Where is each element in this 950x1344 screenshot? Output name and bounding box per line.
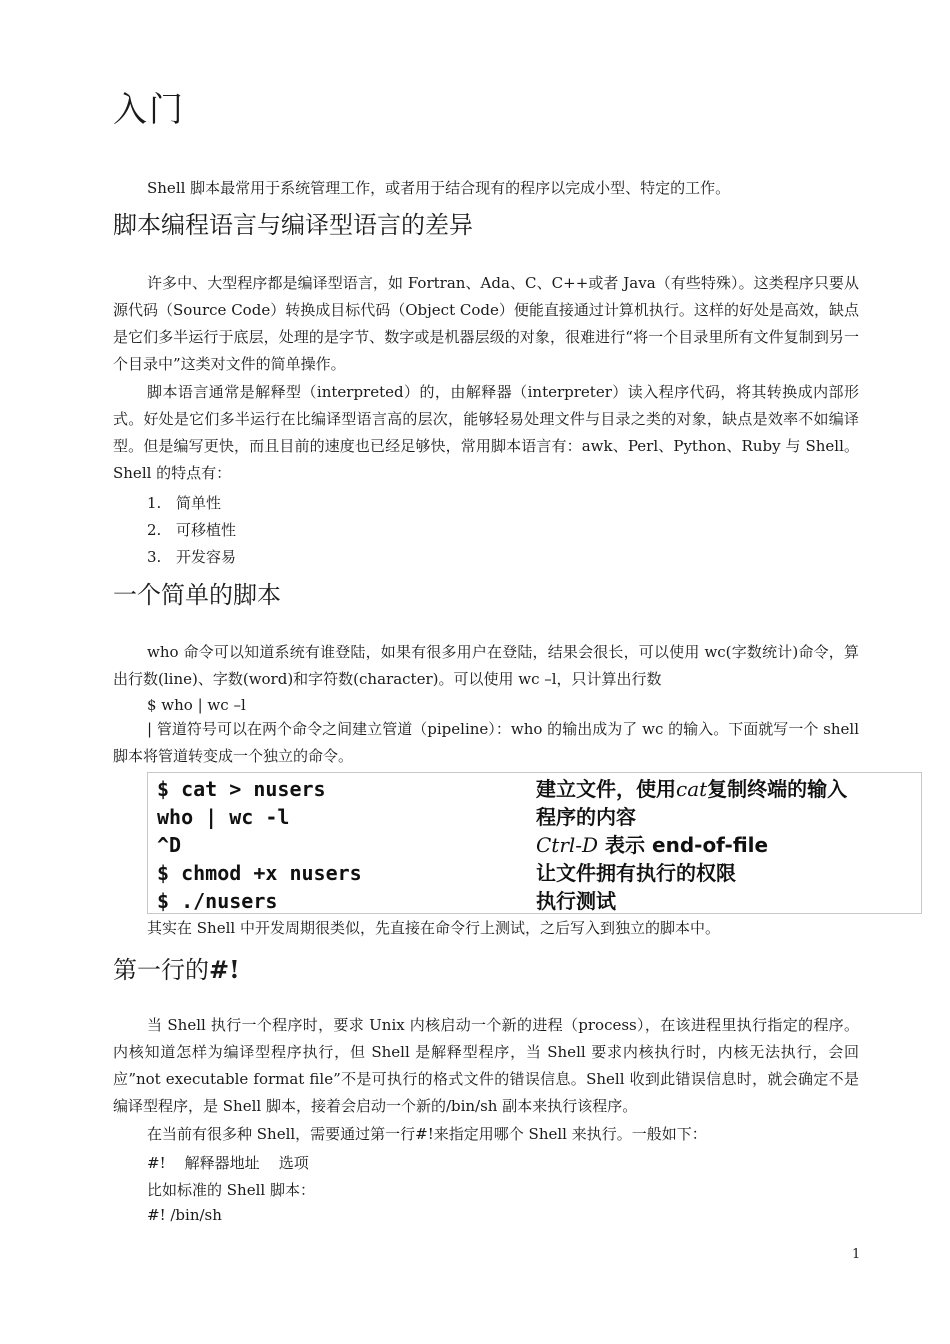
shebang-syntax-line: #! 解释器地址 选项 [147,1154,309,1172]
code-row [148,803,923,831]
paragraph-standard-script: 比如标准的 Shell 脚本： [147,1181,315,1199]
code-command: who | wc -l [157,805,290,829]
code-row [148,887,923,915]
list-item [147,492,221,513]
paragraph-script-languages: 脚本语言通常是解释型（interpreted）的，由解释器（interpreter）读入程序代码，将其转换成内部形式。好处是它们多半运行在比编译型语言高的层次，能够轻易处理文件与目录之类的对象，缺点是效率不如编译型。但是编写更快，而且目前的速度也已经足够快，常用脚本语言有：awk、Perl、Python、Ruby 与 Shell。Shell 的特点有： [113,383,859,482]
code-description: 程序的内容 [536,805,636,829]
paragraph-pipeline: | 管道符号可以在两个命令之间建立管道（pipeline）：who 的输出成为了 wc 的输入。下面就写一个 shell 脚本将管道转变成一个独立的命令。 [113,720,859,765]
heading-shebang: 第一行的#! [113,955,240,984]
code-command: $ chmod +x nusers [157,861,362,885]
heading-simple-script: 一个简单的脚本 [113,581,281,609]
intro-paragraph: Shell 脚本最常用于系统管理工作，或者用于结合现有的程序以完成小型、特定的工作。 [147,179,731,197]
paragraph-multiple-shells: 在当前有很多种 Shell，需要通过第一行#!来指定用哪个 Shell 来执行。一般如下： [147,1125,707,1143]
list-item-number: 3. [147,548,162,566]
code-description: 执行测试 [536,889,616,913]
paragraph-kernel-execution: 当 Shell 执行一个程序时，要求 Unix 内核启动一个新的进程（process），在该进程里执行指定的程序。内核知道怎样为编译型程序执行，但 Shell 是解释型程序，当 Shell 要求内核执行时，内核无法执行，会回应”not executable format file”不是可执行的格式文件的错误信息。Shell 收到此错误信息时，就会确定不是编译型程序，是 Shell 脚本，接着会启动一个新的/bin/sh 副本来执行该程序。 [113,1016,859,1115]
code-command: $ cat > nusers [157,777,326,801]
list-item-number: 1. [147,494,162,512]
list-item-text: 开发容易 [176,548,237,566]
code-description: 让文件拥有执行的权限 [536,861,736,885]
list-item-text: 可移植性 [176,521,237,539]
code-description: Ctrl-D 表示 end-of-file [536,833,769,857]
paragraph-compiled-languages: 许多中、大型程序都是编译型语言，如 Fortran、Ada、C、C++或者 Java（有些特殊）。这类程序只要从源代码（Source Code）转换成目标代码（Object Code）便能直接通过计算机执行。这样的好处是高效，缺点是它们多半运行于底层，处理的是字节、数字或是机器层级的对象，很难进行“将一个目录里所有文件复制到另一个目录中”这类对文件的简单操作。 [113,274,859,373]
shebang-example-line: #! /bin/sh [147,1206,222,1224]
list-item [147,546,236,567]
code-row [148,775,923,803]
code-command: $ ./nusers [157,889,278,913]
heading-language-difference: 脚本编程语言与编译型语言的差异 [113,211,473,239]
heading-intro: 入门 [113,90,185,130]
list-item-text: 简单性 [176,494,222,512]
paragraph-who-command: who 命令可以知道系统有谁登陆，如果有很多用户在登陆，结果会很长，可以使用 wc(字数统计)命令，算出行数(line)、字数(word)和字符数(character)。可以使用 wc –l，只计算出行数 [113,643,859,688]
code-description: 建立文件，使用cat复制终端的输入 [536,777,848,801]
page-number: 1 [852,1247,861,1262]
command-line-who-wc: $ who | wc –l [147,696,246,714]
code-row [148,859,923,887]
paragraph-dev-cycle: 其实在 Shell 中开发周期很类似，先直接在命令行上测试，之后写入到独立的脚本中。 [147,919,720,937]
code-example-image [147,772,922,914]
code-command: ^D [157,833,182,857]
list-item-number: 2. [147,521,162,539]
list-item [147,519,236,540]
code-row [148,831,923,859]
